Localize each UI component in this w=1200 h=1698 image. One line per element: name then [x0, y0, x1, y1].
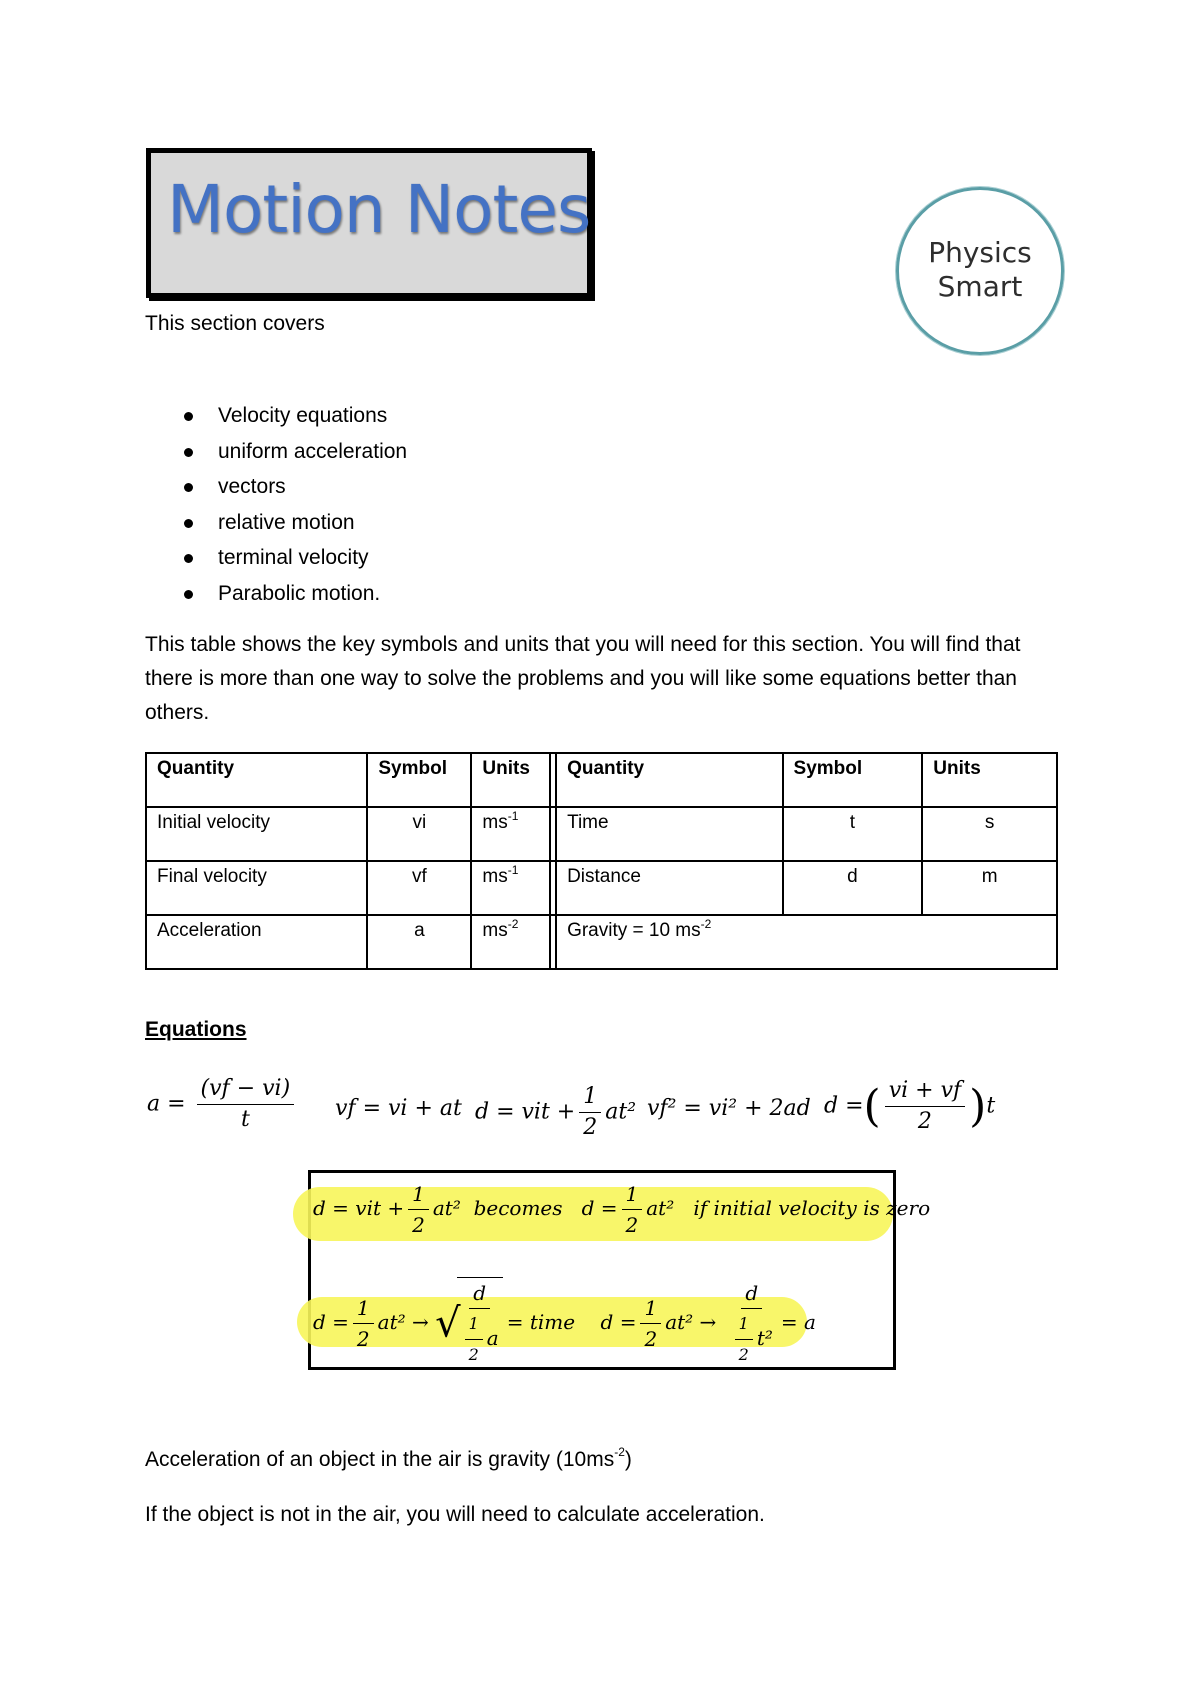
fraction — [465, 1309, 483, 1370]
equation-average-velocity — [824, 1076, 995, 1137]
equation-acceleration — [147, 1074, 298, 1135]
table-header: Quantity — [146, 753, 367, 807]
equation-final-velocity: vf = vi + at — [335, 1096, 462, 1121]
eq-text: a = — [147, 1091, 186, 1117]
denominator — [457, 1309, 503, 1370]
table-row — [146, 861, 1057, 915]
eq-text: = a — [780, 1310, 816, 1334]
eq-text: a — [486, 1326, 499, 1350]
denominator: 2 — [468, 1345, 479, 1364]
denominator: t — [240, 1107, 250, 1132]
table-row — [146, 807, 1057, 861]
symbols-table — [145, 752, 1058, 970]
table-cell — [471, 861, 550, 915]
equations-box — [308, 1170, 931, 1370]
table-cell: Final velocity — [146, 861, 367, 915]
paren-close: ) — [969, 1081, 987, 1132]
gravity-text: Gravity = 10 ms — [567, 920, 701, 941]
table-cell: Distance — [556, 861, 782, 915]
table-cell — [556, 915, 1057, 969]
fraction — [197, 1074, 295, 1135]
table-header: Units — [922, 753, 1057, 807]
table-cell: t — [783, 807, 923, 861]
denominator: 2 — [625, 1213, 639, 1237]
numerator: vi + vf — [885, 1076, 965, 1107]
eq-text: becomes — [473, 1196, 563, 1220]
equation-displacement — [475, 1082, 636, 1143]
unit-exponent: -2 — [507, 917, 519, 931]
unit-exponent: -1 — [507, 863, 519, 877]
table-header: Symbol — [367, 753, 471, 807]
denominator: 2 — [356, 1327, 370, 1351]
gravity-note — [145, 1445, 632, 1472]
table-header: Symbol — [783, 753, 923, 807]
table-cell — [471, 807, 550, 861]
fraction — [457, 1277, 503, 1370]
eq-text: if initial velocity is zero — [693, 1196, 931, 1220]
numerator: 1 — [640, 1293, 661, 1324]
unit-text: ms — [482, 866, 508, 887]
title-box — [146, 148, 592, 298]
eq-text: d = — [824, 1093, 864, 1119]
denominator — [727, 1309, 777, 1370]
fraction — [735, 1309, 753, 1370]
list-item: terminal velocity — [170, 541, 407, 577]
eq-text: d = — [581, 1196, 618, 1220]
table-cell: d — [783, 861, 923, 915]
symbol-vf: vf — [411, 866, 427, 887]
fraction — [353, 1293, 374, 1354]
symbol-vi: vi — [412, 812, 427, 833]
table-row — [146, 915, 1057, 969]
table-cell: m — [922, 861, 1057, 915]
eq-text: d = vit + — [313, 1196, 405, 1220]
intro-text: This section covers — [145, 312, 325, 335]
gravity-note-text: Acceleration of an object in the air is gravity (10ms — [145, 1448, 615, 1471]
eq-text: at² → — [665, 1310, 717, 1334]
physics-smart-logo — [896, 187, 1064, 355]
list-item: vectors — [170, 470, 407, 506]
fraction — [727, 1278, 777, 1370]
denominator: 2 — [644, 1327, 658, 1351]
eq-text: at² — [432, 1196, 461, 1220]
table-cell — [367, 807, 471, 861]
equation-velocity-squared: vf² = vi² + 2ad — [647, 1096, 811, 1121]
fraction — [885, 1076, 965, 1137]
table-cell: s — [922, 807, 1057, 861]
unit-exponent: -1 — [507, 809, 519, 823]
fraction — [622, 1179, 643, 1240]
denominator: 2 — [738, 1344, 749, 1364]
unit-text: ms — [482, 920, 508, 941]
sqrt-sign: √ — [435, 1300, 461, 1347]
list-item: relative motion — [170, 506, 407, 542]
eq-text: at² → — [377, 1310, 429, 1334]
eq-text: d = — [600, 1310, 637, 1334]
box-line-2 — [313, 1277, 816, 1370]
numerator: 1 — [579, 1082, 601, 1113]
paren-open: ( — [863, 1081, 881, 1132]
denominator: 2 — [412, 1213, 425, 1237]
table-cell: Initial velocity — [146, 807, 367, 861]
table-cell — [471, 915, 550, 969]
logo-line1: Physics — [928, 236, 1032, 269]
numerator: 1 — [408, 1179, 429, 1210]
table-header: Quantity — [556, 753, 782, 807]
table-cell: Acceleration — [146, 915, 367, 969]
eq-text: = time — [506, 1310, 576, 1334]
numerator: d — [469, 1278, 490, 1309]
acceleration-note: If the object is not in the air, you will need to calculate acceleration. — [145, 1503, 765, 1526]
table-header-row — [146, 753, 1057, 807]
box-line-1 — [313, 1179, 930, 1240]
fraction — [408, 1179, 429, 1240]
numerator: 1 — [735, 1309, 753, 1340]
eq-text: t — [986, 1093, 996, 1119]
eq-text: t² — [756, 1325, 773, 1350]
list-item: Parabolic motion. — [170, 577, 407, 613]
list-item: Velocity equations — [170, 399, 407, 435]
denominator: 2 — [917, 1109, 932, 1134]
table-cell — [367, 861, 471, 915]
unit-exponent: -2 — [700, 917, 712, 931]
table-header: Units — [471, 753, 550, 807]
table-cell: a — [367, 915, 471, 969]
equations-heading: Equations — [145, 1018, 247, 1041]
gravity-note-exponent: -2 — [614, 1445, 625, 1459]
eq-text: at² — [646, 1196, 675, 1220]
eq-text: d = — [313, 1310, 349, 1334]
table-cell: Time — [556, 807, 782, 861]
logo-line2: Smart — [937, 270, 1023, 303]
topics-list — [170, 399, 407, 612]
eq-text: at² — [605, 1099, 637, 1125]
page-title: Motion Notes — [167, 171, 591, 248]
eq-text: d = vit + — [475, 1099, 576, 1125]
fraction — [640, 1293, 661, 1354]
numerator: 1 — [622, 1179, 643, 1210]
unit-text: ms — [482, 812, 508, 833]
list-item: uniform acceleration — [170, 435, 407, 471]
numerator: 1 — [353, 1293, 374, 1324]
numerator: 1 — [465, 1309, 483, 1340]
fraction — [579, 1082, 601, 1143]
table-intro: This table shows the key symbols and units that you will need for this section. You will find that there is more than one way to solve the problems and you will like some equations better than others. — [145, 633, 1021, 724]
gravity-note-close: ) — [624, 1448, 632, 1471]
numerator: (vf − vi) — [197, 1074, 295, 1105]
denominator: 2 — [583, 1115, 598, 1140]
numerator: d — [741, 1278, 762, 1309]
